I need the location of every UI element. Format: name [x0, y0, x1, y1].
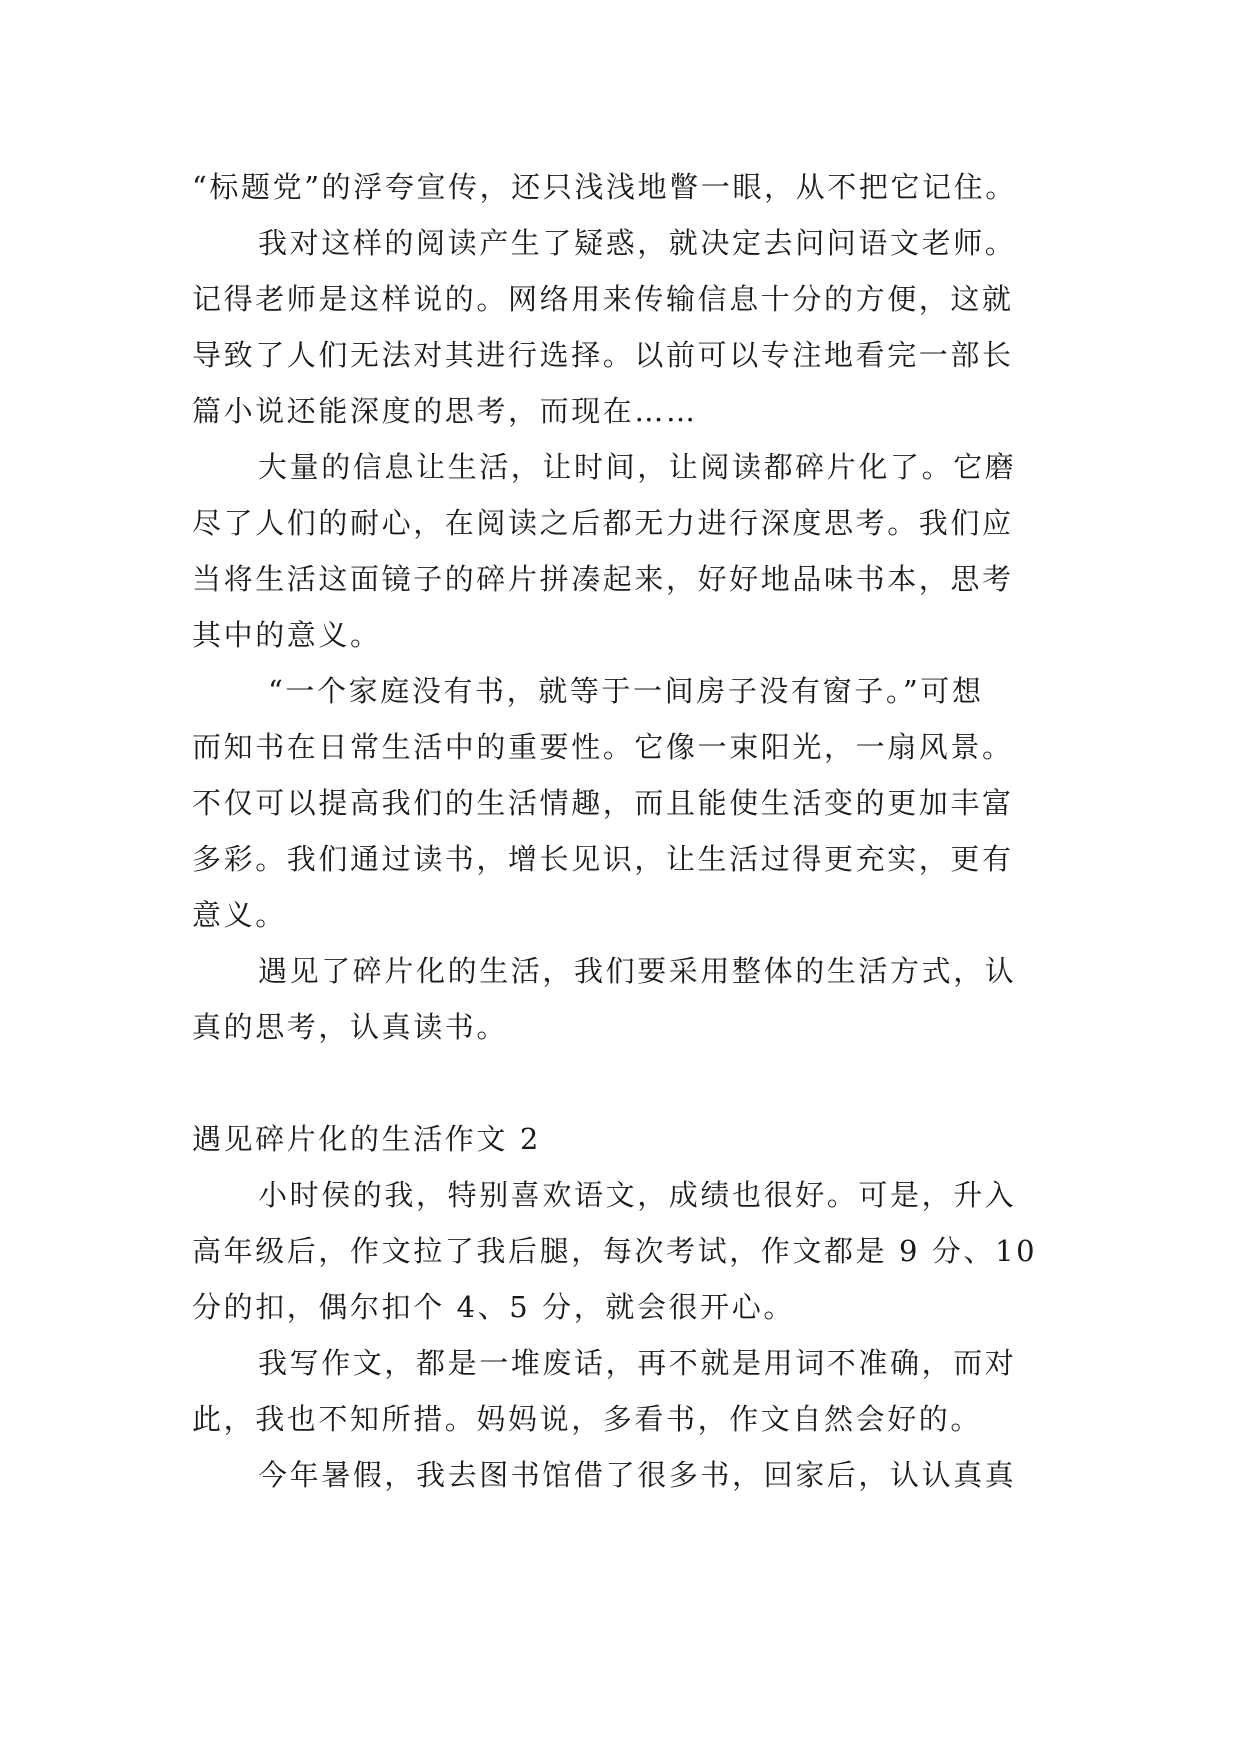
paragraph-start-line: 我对这样的阅读产生了疑惑，就决定去问问语文老师。: [258, 226, 1017, 260]
paragraph-start-line: 遇见了碎片化的生活，我们要采用整体的生活方式，认: [258, 954, 1017, 988]
section-heading: 遇见碎片化的生活作文 2: [192, 1122, 541, 1156]
paragraph-start-line: 我写作文，都是一堆废话，再不就是用词不准确，而对: [258, 1346, 1017, 1380]
text-line: 此，我也不知所措。妈妈说，多看书，作文自然会好的。: [192, 1402, 983, 1436]
paragraph-start-line: “一个家庭没有书，就等于一间房子没有窗子。”可想: [268, 674, 984, 708]
text-line: 高年级后，作文拉了我后腿，每次考试，作文都是 9 分、10: [192, 1234, 1038, 1268]
text-line: 意义。: [192, 898, 287, 932]
text-line: 多彩。我们通过读书，增长见识，让生活过得更充实，更有: [192, 842, 1014, 876]
text-line: 导致了人们无法对其进行选择。以前可以专注地看完一部长: [192, 338, 1014, 372]
paragraph-start-line: 大量的信息让生活，让时间，让阅读都碎片化了。它磨: [258, 450, 1017, 484]
text-line: 真的思考，认真读书。: [192, 1010, 509, 1044]
text-line: “标题党”的浮夸宣传，还只浅浅地瞥一眼，从不把它记住。: [192, 170, 1017, 204]
text-line: 不仅可以提高我们的生活情趣，而且能使生活变的更加丰富: [192, 786, 1014, 820]
paragraph-start-line: 小时侯的我，特别喜欢语文，成绩也很好。可是，升入: [258, 1178, 1017, 1212]
text-line: 篇小说还能深度的思考，而现在……: [192, 394, 698, 428]
text-line: 分的扣，偶尔扣个 4、5 分，就会很开心。: [192, 1290, 795, 1324]
paragraph-start-line: 今年暑假，我去图书馆借了很多书，回家后，认认真真: [258, 1458, 1017, 1492]
text-line: 当将生活这面镜子的碎片拼凑起来，好好地品味书本，思考: [192, 562, 1014, 596]
text-line: 而知书在日常生活中的重要性。它像一束阳光，一扇风景。: [192, 730, 1014, 764]
text-line: 记得老师是这样说的。网络用来传输信息十分的方便，这就: [192, 282, 1014, 316]
text-line: 其中的意义。: [192, 618, 382, 652]
text-line: 尽了人们的耐心，在阅读之后都无力进行深度思考。我们应: [192, 506, 1014, 540]
